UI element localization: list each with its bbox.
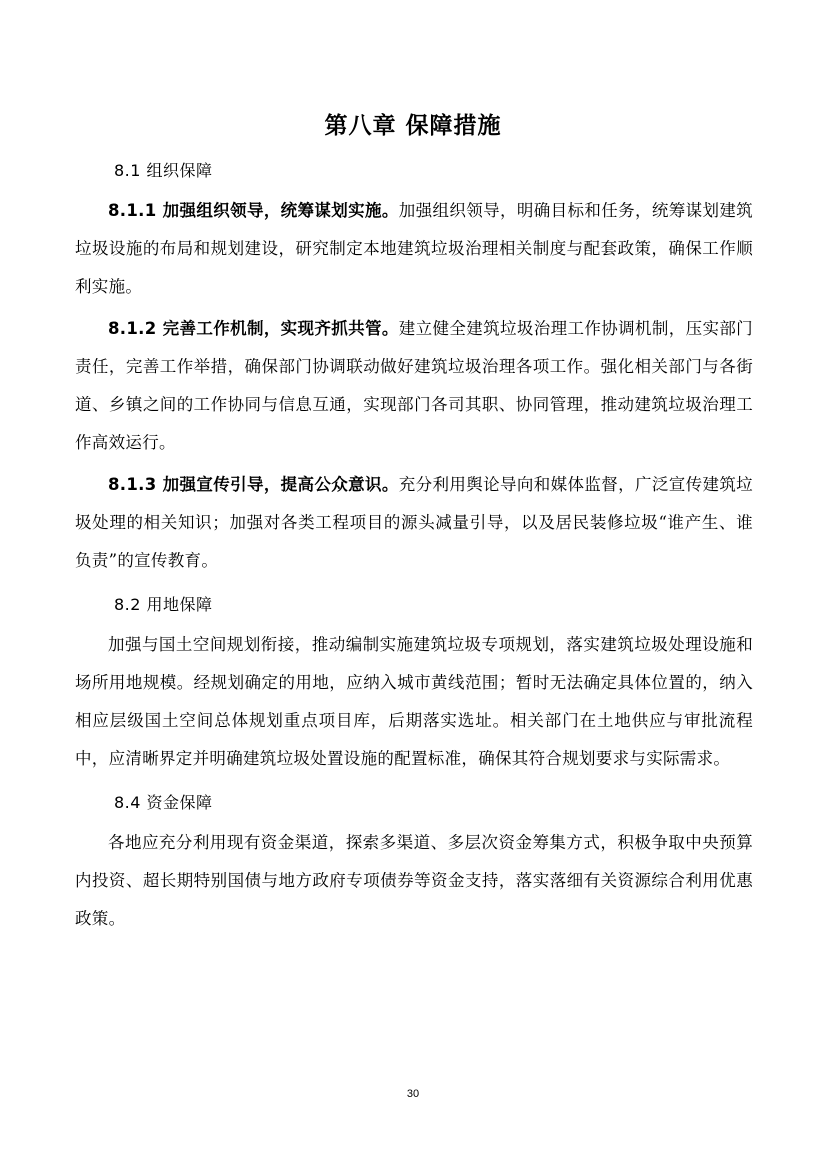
paragraph-text: 各地应充分利用现有资金渠道，探索多渠道、多层次资金筹集方式，积极争取中央预算内投资、超长期特别国债与地方政府专项债券等资金支持，落实落细有关资源综合利用优惠政策。 — [75, 833, 753, 928]
paragraph-text: 建立健全建筑垃圾治理工作协调机制，压实部门责任，完善工作举措，确保部门协调联动做好建筑垃圾治理各项工作。强化相关部门与各街道、乡镇之间的工作协同与信息互通，实现部门各司其职、协同管理，推动建筑垃圾治理工作高效运行。 — [75, 319, 753, 452]
chapter-content — [75, 150, 753, 942]
paragraph-text: 充分利用舆论导向和媒体监督，广泛宣传建筑垃圾处理的相关知识；加强对各类工程项目的源头减量引导，以及居民装修垃圾“谁产生、谁负责”的宣传教育。 — [75, 475, 753, 570]
section-heading-funding: 8.4 资金保障 — [114, 793, 213, 812]
paragraph-lead: 8.1.2 完善工作机制，实现齐抓共管。 — [108, 319, 399, 338]
paragraph-lead: 8.1.1 加强组织领导，统筹谋划实施。 — [108, 201, 399, 220]
paragraph-text: 加强与国土空间规划衔接，推动编制实施建筑垃圾专项规划，落实建筑垃圾处理设施和场所用地规模。经规划确定的用地，应纳入城市黄线范围；暂时无法确定具体位置的，纳入相应层级国土空间总体规划重点项目库，后期落实选址。相关部门在土地供应与审批流程中，应清晰界定并明确建筑垃圾处置设施的配置标准，确保其符合规划要求与实际需求。 — [75, 635, 753, 768]
paragraph-8-1-2 — [75, 310, 753, 462]
section-heading-land: 8.2 用地保障 — [114, 595, 213, 614]
paragraph-lead: 8.1.3 加强宣传引导，提高公众意识。 — [108, 475, 399, 494]
paragraph-land — [75, 626, 753, 778]
paragraph-text: 加强组织领导，明确目标和任务，统筹谋划建筑垃圾设施的布局和规划建设，研究制定本地建筑垃圾治理相关制度与配套政策，确保工作顺利实施。 — [75, 201, 753, 296]
paragraph-8-1-3 — [75, 466, 753, 580]
paragraph-funding — [75, 824, 753, 938]
page-number: 30 — [406, 1088, 420, 1100]
paragraph-8-1-1 — [75, 192, 753, 306]
chapter-title: 第八章 保障措施 — [324, 113, 502, 139]
section-heading-organization: 8.1 组织保障 — [114, 161, 213, 180]
